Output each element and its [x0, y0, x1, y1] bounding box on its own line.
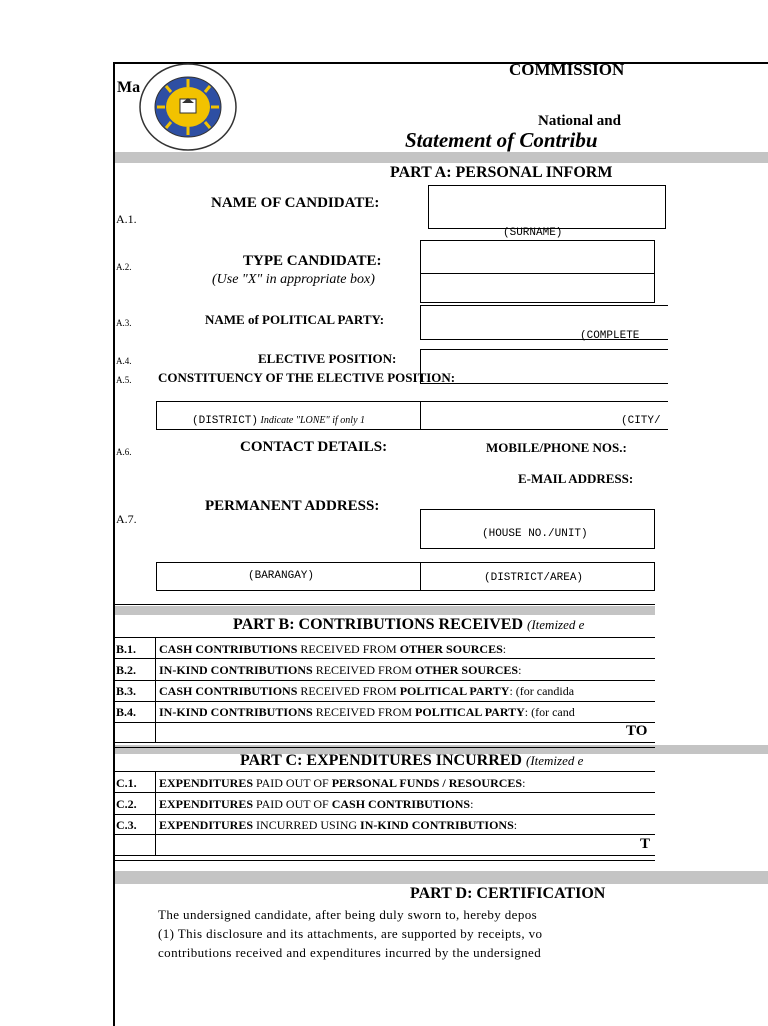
- part-b-heading-text: PART B: CONTRIBUTIONS RECEIVED: [233, 616, 524, 633]
- surname-caption: (SURNAME): [503, 227, 563, 239]
- header-left-text: Ma: [117, 79, 141, 96]
- seal-icon: [138, 62, 238, 152]
- c-row-line: [115, 792, 655, 793]
- part-b-heading: [233, 616, 584, 634]
- email-address-label: E-MAIL ADDRESS:: [518, 471, 634, 486]
- a2-code: A.2.: [116, 262, 132, 272]
- certification-line-2: (1) This disclosure and its attachments, are supported by receipts, vo: [158, 926, 543, 941]
- political-party-label: NAME of POLITICAL PARTY:: [205, 312, 385, 327]
- constituency-label: CONSTITUENCY OF THE ELECTIVE POSITION:: [158, 370, 456, 385]
- barangay-divider: [420, 562, 421, 591]
- barangay-caption: (BARANGAY): [248, 570, 315, 582]
- part-c-heading-text: PART C: EXPENDITURES INCURRED: [240, 752, 522, 769]
- district-area-caption: (DISTRICT/AREA): [484, 572, 584, 584]
- c-row-line: [115, 834, 655, 835]
- form-title: Statement of Contribu: [405, 128, 598, 152]
- mobile-phone-label: MOBILE/PHONE NOS.:: [486, 440, 627, 455]
- b2-code: B.2.: [116, 663, 137, 677]
- candidate-type-box[interactable]: [420, 240, 655, 303]
- b3-row: CASH CONTRIBUTIONS RECEIVED FROM POLITICAL PARTY: (for candida: [159, 684, 575, 698]
- b-row-line: [115, 722, 655, 723]
- b4-code: B.4.: [116, 705, 137, 719]
- surname-field[interactable]: [428, 185, 666, 229]
- c2-row: EXPENDITURES PAID OUT OF CASH CONTRIBUTIONS:: [159, 797, 474, 811]
- certification-line-1: The undersigned candidate, after being duly sworn to, hereby depos: [158, 907, 538, 922]
- table-b-top: [115, 637, 655, 638]
- b1-code: B.1.: [116, 642, 137, 656]
- part-c-total-label: T: [640, 836, 651, 852]
- b-row-line: [115, 701, 655, 702]
- a6-code: A.6.: [116, 447, 132, 457]
- b3-code: B.3.: [116, 684, 137, 698]
- b-row-line: [115, 658, 655, 659]
- part-c-rule: [115, 747, 655, 748]
- elective-position-field[interactable]: [420, 349, 668, 384]
- b1-row: CASH CONTRIBUTIONS RECEIVED FROM OTHER SOURCES:: [159, 642, 507, 656]
- national-text: National and: [538, 113, 621, 129]
- political-party-caption: (COMPLETE: [580, 330, 640, 342]
- part-b-total-label: TO: [626, 723, 648, 739]
- contact-details-label: CONTACT DETAILS:: [240, 439, 388, 455]
- c3-code: C.3.: [116, 818, 137, 832]
- c-row-line: [115, 814, 655, 815]
- table-c-top: [115, 771, 655, 772]
- permanent-address-label: PERMANENT ADDRESS:: [205, 498, 380, 514]
- c1-row: EXPENDITURES PAID OUT OF PERSONAL FUNDS / RESOURCES:: [159, 776, 526, 790]
- part-a-heading: PART A: PERSONAL INFORM: [390, 164, 613, 181]
- b-row-line: [115, 680, 655, 681]
- city-caption: (CITY/: [621, 415, 661, 427]
- commission-heading: COMMISSION: [509, 60, 625, 79]
- b4-row: IN-KIND CONTRIBUTIONS RECEIVED FROM POLITICAL PARTY: (for cand: [159, 705, 575, 719]
- candidate-type-divider: [420, 273, 655, 274]
- a4-code: A.4.: [116, 356, 132, 366]
- a3-code: A.3.: [116, 318, 132, 328]
- name-of-candidate-label: NAME OF CANDIDATE:: [211, 195, 380, 211]
- a7-code: A.7.: [116, 512, 137, 526]
- c3-row: EXPENDITURES INCURRED USING IN-KIND CONTRIBUTIONS:: [159, 818, 518, 832]
- table-c-bottom: [115, 855, 655, 856]
- table-c-col: [155, 771, 156, 855]
- part-c-heading: [240, 752, 583, 770]
- district-caption-text: (DISTRICT): [192, 415, 259, 427]
- part-b-rule: [115, 604, 655, 605]
- table-b-col: [155, 637, 156, 743]
- part-d-band: [115, 871, 768, 884]
- house-no-caption: (HOUSE NO./UNIT): [482, 528, 588, 540]
- elective-position-label: ELECTIVE POSITION:: [258, 351, 397, 366]
- table-b-bottom: [115, 742, 655, 743]
- part-c-heading-note: (Itemized e: [525, 753, 584, 768]
- table-c-bottom-double: [115, 860, 655, 861]
- type-candidate-label: TYPE CANDIDATE:: [243, 253, 382, 269]
- c2-code: C.2.: [116, 797, 137, 811]
- b2-row: IN-KIND CONTRIBUTIONS RECEIVED FROM OTHER SOURCES:: [159, 663, 522, 677]
- a5-code: A.5.: [116, 375, 132, 385]
- section-band: [115, 152, 768, 163]
- district-caption: [192, 415, 365, 427]
- c1-code: C.1.: [116, 776, 137, 790]
- part-d-heading: PART D: CERTIFICATION: [410, 885, 606, 902]
- certification-line-3: contributions received and expenditures incurred by the undersigned: [158, 945, 542, 960]
- district-caption-note: Indicate "LONE" if only 1: [260, 415, 366, 426]
- constituency-divider: [420, 401, 421, 430]
- a1-code: A.1.: [116, 212, 137, 226]
- part-b-heading-note: (Itemized e: [527, 617, 585, 632]
- type-candidate-note: (Use "X" in appropriate box): [212, 272, 375, 287]
- part-b-band: [115, 606, 655, 615]
- comelec-seal: [138, 62, 238, 152]
